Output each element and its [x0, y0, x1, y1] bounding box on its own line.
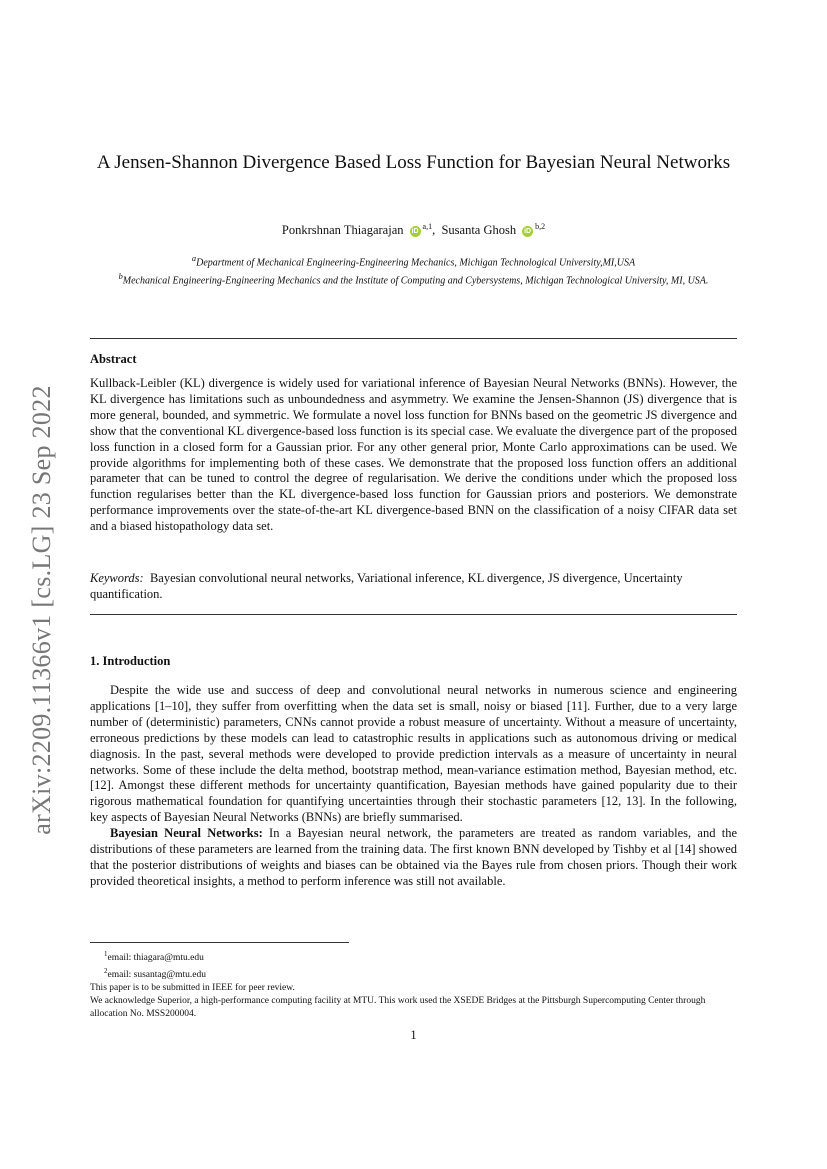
- author-separator: ,: [432, 223, 436, 237]
- affiliation-mark: b: [118, 271, 123, 281]
- orcid-icon[interactable]: iD: [524, 228, 532, 235]
- footnotes: [90, 948, 737, 1021]
- footnote: [90, 982, 737, 995]
- paragraph: Despite the wide use and success of deep and convolutional neural networks in numerous science and engineering applications [1–10], they suffer from overfitting when the data set is small, noisy or biased [11]. Further, due to a very large number of (deterministic) parameters, CNNs cannot provide a robust measure of uncertainty. Without a measure of uncertainty, erroneous predictions by these models can lead to catastrophic results in applications such as autonomous driving or medical diagnosis. In the past, several methods were developed to provide prediction intervals as a measure of uncertainty in neural networks. Some of these include the delta method, bootstrap method, mean-variance estimation method, Bayesian method, etc. [12]. Amongst these different methods for uncertainty quantification, Bayesian methods have gained popularity due to their rigorous mathematical foundation for quantifying uncertainties through their stochastic parameters [12, 13]. In the following, key aspects of Bayesian Neural Networks (BNNs) are briefly summarised.: [90, 683, 737, 825]
- abstract-heading: Abstract: [90, 352, 137, 366]
- footnote-text: email: susantag@mtu.edu: [107, 970, 206, 980]
- paragraph: [90, 826, 737, 890]
- keywords: [90, 570, 737, 602]
- paper-title: A Jensen-Shannon Divergence Based Loss Function for Bayesian Neural Networks: [96, 152, 731, 173]
- introduction-body: [90, 683, 737, 890]
- affiliation-text: Department of Mechanical Engineering-Engineering Mechanics, Michigan Technological University,MI,USA: [196, 257, 636, 269]
- orcid-icon[interactable]: iD: [411, 228, 419, 235]
- footnote: [90, 965, 737, 982]
- paragraph-lead: Bayesian Neural Networks:: [110, 826, 263, 841]
- affiliation: [90, 252, 737, 270]
- divider: [90, 338, 737, 339]
- footnote-rule: [90, 942, 349, 943]
- author-name: Susanta Ghosh: [441, 223, 517, 237]
- abstract-body: Kullback-Leibler (KL) divergence is widely used for variational inference of Bayesian Neural Networks (BNNs). However, the KL divergence has limitations such as unboundedness and asymmetry. We examine the Jensen-Shannon (JS) divergence that is more general, bounded, and symmetric. We formulate a novel loss function for BNNs based on the geometric JS divergence and show that the conventional KL divergence-based loss function is its special case. We evaluate the divergence part of the proposed loss function in a closed form for a Gaussian prior. For any other general prior, Monte Carlo approximations can be used. We provide algorithms for implementing both of these cases. We demonstrate that the proposed loss function offers an additional parameter that can be tuned to control the degree of regularisation. We derive the conditions under which the proposed loss function regularises better than the KL divergence-based loss function for Gaussian priors and posteriors. We demonstrate performance improvements over the state-of-the-art KL divergence-based BNN on the classification of a noisy CIFAR data set and a biased histopathology data set.: [90, 376, 737, 534]
- footnote: [90, 948, 737, 965]
- paragraph-text: In a Bayesian neural network, the parameters are treated as random variables, and the distributions of these parameters are learned from the training data. The first known BNN developed by Tishby et al [14] showed that the posterior distributions of weights and biases can be obtained via the Bayes rule from chosen priors. Though their work provided theoretical insights, a method to perform inference was still not available.: [90, 826, 737, 888]
- affiliation-mark: a: [191, 254, 197, 263]
- affiliation-text: Mechanical Engineering-Engineering Mechanics and the Institute of Computing and Cybersystems, Michigan Technological University, MI, USA.: [122, 275, 709, 287]
- footnote: [90, 995, 737, 1021]
- divider: [90, 614, 737, 615]
- author-name: Ponkrshnan Thiagarajan: [281, 223, 404, 237]
- affiliation: [90, 270, 737, 288]
- author-line: [90, 222, 737, 238]
- keywords-text: Bayesian convolutional neural networks, Variational inference, KL divergence, JS divergence, Uncertainty quantification.: [90, 571, 683, 601]
- footnote-text: email: thiagara@mtu.edu: [107, 953, 204, 963]
- author-affiliation-mark: b,2: [535, 222, 546, 231]
- affiliations: [90, 252, 737, 288]
- footnote-mark: 1: [104, 950, 108, 958]
- section-heading: 1. Introduction: [90, 654, 171, 668]
- footnote-text: We acknowledge Superior, a high-performance computing facility at MTU. This work used the XSEDE Bridges at the Pittsburgh Supercomputing Center through allocation No. MSS200004.: [90, 996, 706, 1019]
- keywords-label: Keywords:: [90, 571, 144, 585]
- arxiv-sidebar: [22, 340, 62, 880]
- author-affiliation-mark: a,1: [422, 222, 433, 231]
- arxiv-identifier: arXiv:2209.11366v1 [cs.LG] 23 Sep 2022: [27, 385, 56, 835]
- footnote-mark: 2: [104, 967, 108, 975]
- page-number: 1: [410, 1028, 417, 1042]
- footnote-text: This paper is to be submitted in IEEE for peer review.: [90, 983, 295, 993]
